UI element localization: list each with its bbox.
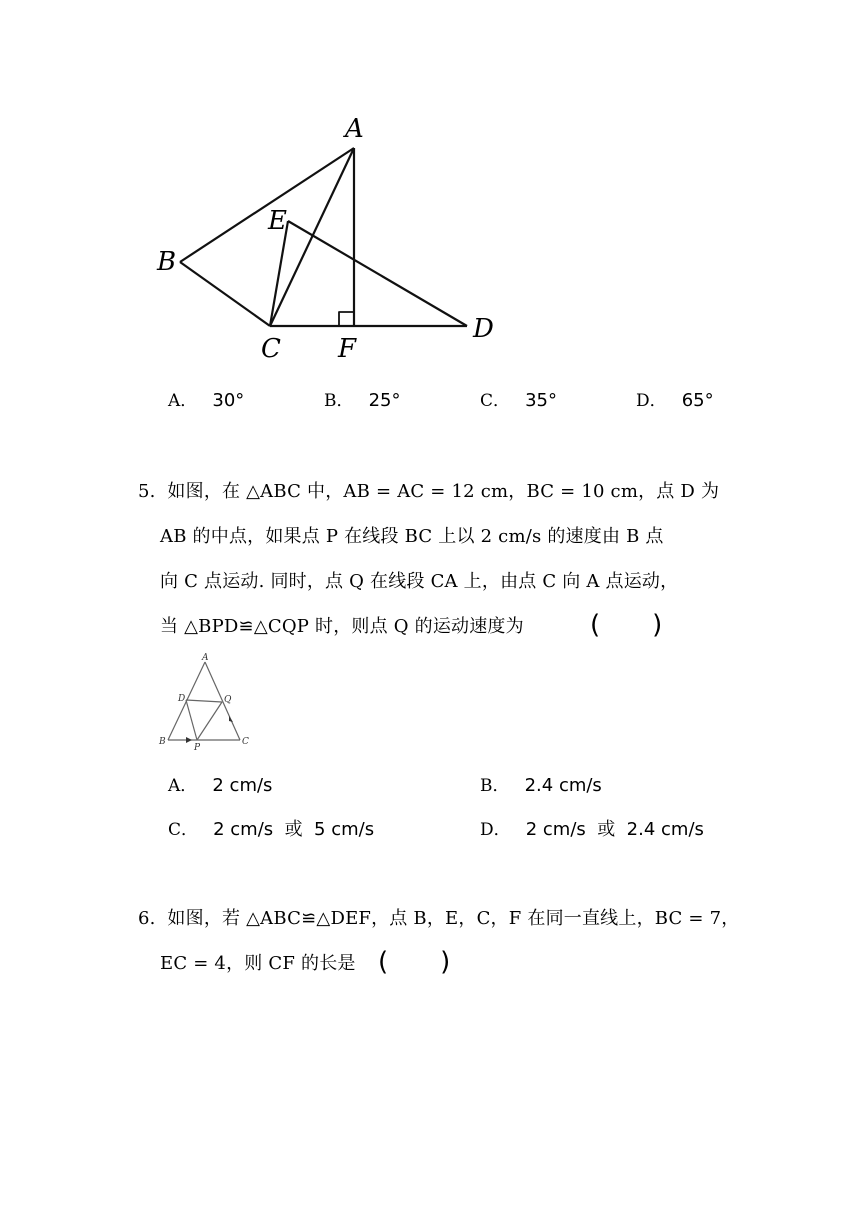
q5-figure xyxy=(155,650,255,750)
label-p: P xyxy=(194,743,201,750)
option-letter: B． xyxy=(324,391,354,411)
label-a: A xyxy=(345,114,364,144)
option-letter: D． xyxy=(480,820,511,840)
q4-option-d[interactable] xyxy=(636,386,714,411)
q4-option-b[interactable] xyxy=(324,386,401,411)
option-letter: C． xyxy=(480,391,511,411)
q6-answer-paren[interactable]: ( ) xyxy=(378,947,451,977)
q5-option-b[interactable] xyxy=(480,771,602,796)
label-d: D xyxy=(473,314,494,344)
segment-dq xyxy=(186,700,222,702)
q5-line-4: 当 △BPD≌△CQP 时，则点 Q 的运动速度为 xyxy=(160,616,524,637)
option-letter: A． xyxy=(168,391,198,411)
q4-option-c[interactable] xyxy=(480,386,557,411)
label-c: C xyxy=(261,334,281,364)
option-value: 2.4 cm/s xyxy=(524,775,602,796)
arrow-q xyxy=(229,716,233,722)
q6-line-1: 6. 如图，若 △ABC≌△DEF，点 B，E，C，F 在同一直线上，BC = 7， xyxy=(138,908,740,929)
label-a: A xyxy=(202,653,209,663)
q4-option-a[interactable] xyxy=(168,386,244,411)
option-value: 2 cm/s 或 5 cm/s xyxy=(213,819,375,840)
arrow-p xyxy=(186,737,192,743)
option-value: 35° xyxy=(525,390,558,411)
label-c: C xyxy=(242,737,249,747)
q5-option-c[interactable] xyxy=(168,815,374,841)
segment-dp xyxy=(186,700,197,740)
segment-pq xyxy=(197,702,222,740)
option-letter: A． xyxy=(168,776,198,796)
q5-line-1: 5. 如图，在 △ABC 中，AB = AC = 12 cm，BC = 10 cm，点 D 为 xyxy=(138,481,720,502)
q5-line-2: AB 的中点，如果点 P 在线段 BC 上以 2 cm/s 的速度由 B 点 xyxy=(160,526,664,547)
option-letter: B． xyxy=(480,776,510,796)
label-b: B xyxy=(157,247,177,277)
segment-ed xyxy=(288,221,467,326)
option-value: 25° xyxy=(368,390,401,411)
right-angle-mark xyxy=(339,312,354,326)
label-e: E xyxy=(268,206,287,236)
segment-bc xyxy=(180,262,270,326)
q6-line-2: EC = 4，则 CF 的长是 xyxy=(160,953,356,974)
option-value: 30° xyxy=(212,390,245,411)
q5-option-a[interactable] xyxy=(168,771,272,796)
q5-line-3: 向 C 点运动. 同时，点 Q 在线段 CA 上，由点 C 向 A 点运动， xyxy=(160,571,679,592)
label-q: Q xyxy=(224,695,232,705)
q4-figure xyxy=(150,110,510,370)
label-b: B xyxy=(159,737,166,747)
option-value: 65° xyxy=(681,390,714,411)
label-d: D xyxy=(178,694,186,704)
option-value: 2 cm/s xyxy=(212,775,273,796)
option-value: 2 cm/s 或 2.4 cm/s xyxy=(525,819,704,840)
option-letter: D． xyxy=(636,391,667,411)
option-letter: C． xyxy=(168,820,199,840)
segment-ce xyxy=(270,221,288,326)
label-f: F xyxy=(338,334,357,364)
q5-answer-paren[interactable]: ( ) xyxy=(590,610,663,640)
q5-option-d[interactable] xyxy=(480,815,704,841)
